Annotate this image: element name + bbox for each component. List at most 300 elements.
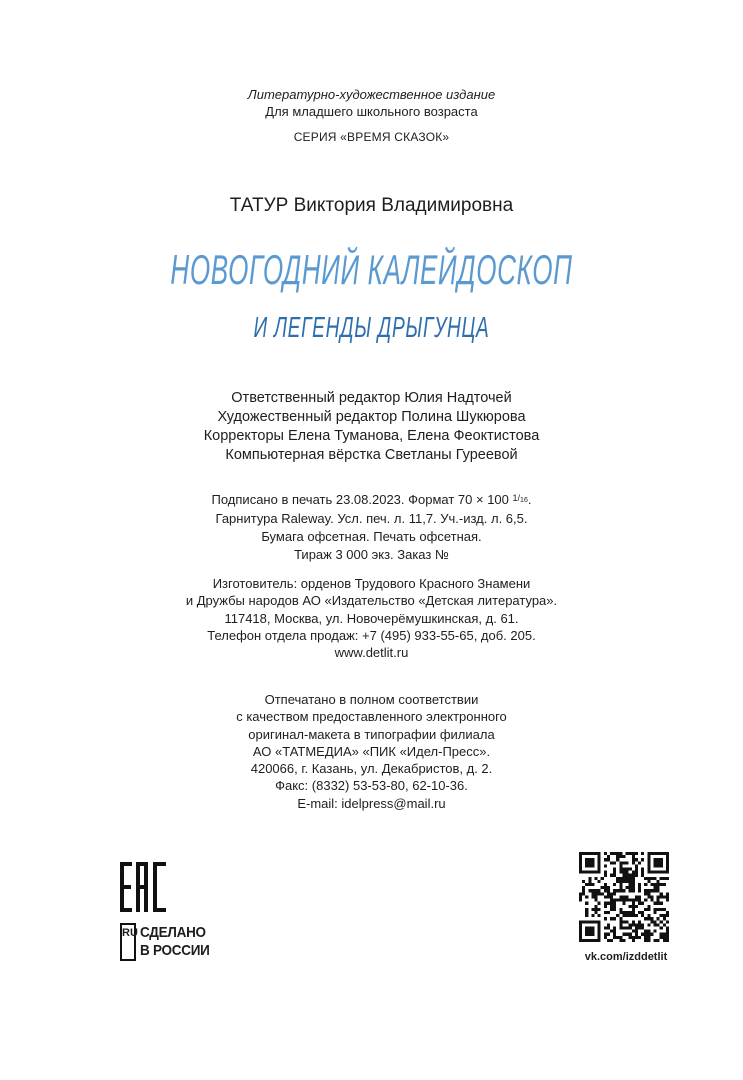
- qr-module: [613, 930, 616, 933]
- qr-module: [626, 880, 629, 883]
- qr-module: [598, 889, 601, 892]
- qr-module: [626, 920, 629, 923]
- qr-module: [660, 858, 663, 861]
- printer-line: 420066, г. Казань, ул. Декабристов, д. 2.: [250, 761, 493, 777]
- series-label: СЕРИЯ «ВРЕМЯ СКАЗОК»: [293, 130, 450, 144]
- qr-module: [666, 895, 669, 898]
- qr-module: [635, 871, 638, 874]
- qr-module: [619, 939, 622, 942]
- genre-label: Литературно-художественное издание: [247, 87, 496, 102]
- qr-module: [660, 877, 663, 880]
- qr-module: [607, 855, 610, 858]
- qr-module: [647, 917, 650, 920]
- qr-module: [666, 852, 669, 855]
- qr-module: [598, 871, 601, 874]
- qr-module: [641, 933, 644, 936]
- qr-module: [635, 914, 638, 917]
- qr-module: [579, 936, 582, 939]
- qr-module: [582, 852, 585, 855]
- qr-module: [660, 871, 663, 874]
- qr-module: [635, 858, 638, 861]
- qr-module: [663, 939, 666, 942]
- qr-module: [657, 886, 660, 889]
- qr-module: [595, 889, 598, 892]
- qr-module: [629, 852, 632, 855]
- qr-module: [588, 852, 591, 855]
- qr-module: [598, 902, 601, 905]
- qr-module: [626, 895, 629, 898]
- qr-module: [638, 936, 641, 939]
- qr-module: [604, 905, 607, 908]
- manufacturer-line: Изготовитель: орденов Трудового Красного Знамени: [212, 576, 531, 591]
- qr-module: [604, 874, 607, 877]
- qr-module: [595, 899, 598, 902]
- made-in-russia-logo: [120, 923, 250, 963]
- qr-module: [604, 917, 607, 920]
- qr-module: [629, 889, 632, 892]
- qr-module: [650, 917, 653, 920]
- qr-module: [647, 877, 650, 880]
- qr-module: [647, 855, 650, 858]
- qr-module: [663, 908, 666, 911]
- qr-module: [622, 911, 625, 914]
- qr-module: [622, 861, 625, 864]
- qr-module: [660, 864, 663, 867]
- qr-module: [616, 855, 619, 858]
- qr-module: [635, 926, 638, 929]
- qr-module: [632, 880, 635, 883]
- credits-block: [0, 389, 743, 465]
- qr-module: [588, 930, 591, 933]
- qr-module: [626, 874, 629, 877]
- qr-module: [622, 880, 625, 883]
- qr-module: [635, 852, 638, 855]
- vk-link[interactable]: vk.com/izddetlit: [584, 951, 668, 963]
- printer-block: [0, 691, 743, 812]
- qr-module: [588, 933, 591, 936]
- qr-module: [613, 852, 616, 855]
- qr-module: [660, 883, 663, 886]
- qr-module: [650, 871, 653, 874]
- qr-module: [629, 926, 632, 929]
- qr-module: [622, 877, 625, 880]
- qr-module: [619, 861, 622, 864]
- qr-module: [622, 914, 625, 917]
- qr-module: [644, 899, 647, 902]
- qr-module: [657, 858, 660, 861]
- qr-module: [604, 886, 607, 889]
- qr-module: [591, 892, 594, 895]
- print-info-dot: .: [527, 492, 532, 507]
- qr-module: [663, 914, 666, 917]
- qr-module: [613, 902, 616, 905]
- qr-module: [653, 864, 656, 867]
- qr-module: [613, 908, 616, 911]
- fraction-denominator: 16: [520, 497, 528, 504]
- qr-module: [613, 874, 616, 877]
- qr-module: [585, 930, 588, 933]
- qr-module: [641, 874, 644, 877]
- qr-module: [579, 855, 582, 858]
- qr-module: [666, 899, 669, 902]
- qr-module: [607, 926, 610, 929]
- qr-module: [616, 889, 619, 892]
- qr-module: [613, 899, 616, 902]
- qr-module: [613, 883, 616, 886]
- qr-module: [653, 911, 656, 914]
- qr-module: [657, 908, 660, 911]
- qr-module: [638, 899, 641, 902]
- qr-module: [607, 886, 610, 889]
- qr-module: [588, 926, 591, 929]
- qr-module: [644, 892, 647, 895]
- qr-module: [616, 852, 619, 855]
- qr-module: [647, 852, 650, 855]
- qr-module: [607, 858, 610, 861]
- qr-module: [616, 936, 619, 939]
- qr-module: [613, 926, 616, 929]
- qr-module: [595, 911, 598, 914]
- qr-module: [607, 889, 610, 892]
- qr-module: [666, 871, 669, 874]
- printer-line: АО «ТАТМЕДИА» «ПИК «Идел-Пресс».: [252, 743, 491, 759]
- qr-module: [579, 895, 582, 898]
- qr-module: [595, 920, 598, 923]
- qr-module: [595, 852, 598, 855]
- qr-module: [653, 908, 656, 911]
- qr-module: [619, 883, 622, 886]
- qr-module: [585, 920, 588, 923]
- qr-module: [632, 920, 635, 923]
- qr-module: [626, 868, 629, 871]
- qr-module: [579, 871, 582, 874]
- qr-module: [638, 923, 641, 926]
- qr-module: [635, 933, 638, 936]
- qr-module: [601, 892, 604, 895]
- qr-module: [666, 914, 669, 917]
- qr-module: [591, 939, 594, 942]
- qr-module: [585, 861, 588, 864]
- qr-module: [585, 858, 588, 861]
- qr-module: [644, 877, 647, 880]
- qr-module: [650, 933, 653, 936]
- qr-module: [582, 871, 585, 874]
- qr-module: [641, 868, 644, 871]
- qr-module: [619, 889, 622, 892]
- qr-module: [598, 892, 601, 895]
- qr-module: [641, 926, 644, 929]
- qr-module: [595, 908, 598, 911]
- qr-module: [582, 920, 585, 923]
- qr-module: [663, 895, 666, 898]
- qr-module: [632, 852, 635, 855]
- qr-module: [647, 861, 650, 864]
- qr-module: [601, 886, 604, 889]
- qr-module: [629, 880, 632, 883]
- qr-module: [616, 914, 619, 917]
- qr-module: [666, 936, 669, 939]
- qr-module: [657, 883, 660, 886]
- qr-module: [632, 930, 635, 933]
- qr-module: [626, 852, 629, 855]
- qr-module: [604, 889, 607, 892]
- qr-module: [653, 871, 656, 874]
- qr-module: [666, 920, 669, 923]
- qr-module: [588, 889, 591, 892]
- qr-module: [613, 905, 616, 908]
- qr-module: [647, 868, 650, 871]
- qr-module: [591, 889, 594, 892]
- qr-module: [632, 889, 635, 892]
- manufacturer-line: 117418, Москва, ул. Новочерёмушкинская, д. 61.: [224, 610, 519, 626]
- qr-module: [610, 892, 613, 895]
- qr-module: [622, 939, 625, 942]
- qr-module: [641, 871, 644, 874]
- qr-module: [591, 852, 594, 855]
- qr-module: [616, 880, 619, 883]
- manufacturer-line: и Дружбы народов АО «Издательство «Детская литература».: [185, 593, 558, 609]
- qr-module: [638, 911, 641, 914]
- qr-module: [607, 911, 610, 914]
- qr-module: [666, 868, 669, 871]
- qr-module: [666, 892, 669, 895]
- qr-module: [619, 899, 622, 902]
- qr-module: [626, 877, 629, 880]
- qr-module: [626, 911, 629, 914]
- qr-module: [657, 852, 660, 855]
- qr-module: [647, 895, 650, 898]
- qr-module: [622, 871, 625, 874]
- qr-module: [657, 939, 660, 942]
- website-link[interactable]: www.detlit.ru: [334, 645, 409, 661]
- qr-module: [622, 874, 625, 877]
- qr-module: [604, 902, 607, 905]
- qr-code-icon[interactable]: [579, 852, 669, 942]
- qr-module: [595, 939, 598, 942]
- qr-module: [588, 871, 591, 874]
- qr-module: [660, 936, 663, 939]
- qr-module: [610, 939, 613, 942]
- qr-module: [629, 914, 632, 917]
- qr-module: [644, 933, 647, 936]
- qr-module: [629, 868, 632, 871]
- qr-module: [666, 864, 669, 867]
- qr-module: [638, 886, 641, 889]
- qr-module: [604, 926, 607, 929]
- qr-module: [660, 920, 663, 923]
- qr-module: [644, 917, 647, 920]
- qr-module: [604, 895, 607, 898]
- qr-module: [607, 939, 610, 942]
- qr-module: [585, 902, 588, 905]
- qr-module: [591, 858, 594, 861]
- qr-module: [653, 861, 656, 864]
- qr-module: [657, 917, 660, 920]
- qr-module: [653, 923, 656, 926]
- qr-module: [660, 902, 663, 905]
- printer-line: Отпечатано в полном соответствии: [264, 692, 479, 707]
- qr-module: [591, 871, 594, 874]
- qr-module: [622, 889, 625, 892]
- qr-module: [619, 908, 622, 911]
- qr-module: [663, 917, 666, 920]
- qr-module: [626, 899, 629, 902]
- qr-module: [638, 883, 641, 886]
- qr-module: [653, 852, 656, 855]
- qr-module: [610, 908, 613, 911]
- qr-module: [644, 908, 647, 911]
- format-fraction: 1/16: [512, 493, 528, 504]
- qr-module: [629, 911, 632, 914]
- qr-module: [629, 936, 632, 939]
- printer-line: Факс: (8332) 53-53-80, 62-10-36.: [275, 778, 468, 794]
- qr-module: [647, 936, 650, 939]
- qr-module: [629, 899, 632, 902]
- qr-module: [604, 864, 607, 867]
- qr-module: [660, 861, 663, 864]
- qr-module: [663, 871, 666, 874]
- qr-module: [641, 902, 644, 905]
- qr-module: [619, 917, 622, 920]
- qr-module: [644, 939, 647, 942]
- qr-module: [588, 877, 591, 880]
- qr-module: [598, 868, 601, 871]
- qr-module: [641, 911, 644, 914]
- qr-module: [585, 852, 588, 855]
- qr-module: [632, 936, 635, 939]
- qr-module: [660, 926, 663, 929]
- print-info-signed: Подписано в печать 23.08.2023. Формат 70 × 100: [211, 492, 513, 507]
- qr-module: [579, 920, 582, 923]
- qr-module: [582, 892, 585, 895]
- qr-module: [657, 864, 660, 867]
- qr-module: [666, 926, 669, 929]
- qr-module: [644, 936, 647, 939]
- qr-module: [660, 908, 663, 911]
- qr-module: [647, 923, 650, 926]
- qr-module: [657, 889, 660, 892]
- qr-module: [613, 892, 616, 895]
- qr-module: [607, 933, 610, 936]
- qr-module: [666, 939, 669, 942]
- qr-module: [622, 933, 625, 936]
- qr-module: [629, 886, 632, 889]
- qr-module: [666, 858, 669, 861]
- manufacturer-block: [0, 575, 743, 661]
- qr-module: [632, 923, 635, 926]
- qr-module: [598, 908, 601, 911]
- qr-module: [607, 923, 610, 926]
- qr-module: [598, 855, 601, 858]
- qr-module: [635, 864, 638, 867]
- qr-module: [579, 892, 582, 895]
- qr-module: [657, 861, 660, 864]
- qr-module: [666, 933, 669, 936]
- qr-module: [647, 880, 650, 883]
- qr-module: [613, 936, 616, 939]
- qr-module: [604, 933, 607, 936]
- qr-module: [582, 939, 585, 942]
- qr-module: [653, 886, 656, 889]
- qr-module: [582, 880, 585, 883]
- ru-box-icon: RU: [120, 923, 136, 961]
- qr-module: [653, 930, 656, 933]
- qr-module: [588, 920, 591, 923]
- qr-module: [591, 883, 594, 886]
- qr-module: [666, 930, 669, 933]
- qr-module: [616, 877, 619, 880]
- qr-module: [663, 923, 666, 926]
- qr-module: [579, 868, 582, 871]
- email-link[interactable]: E-mail: idelpress@mail.ru: [297, 795, 446, 811]
- qr-module: [613, 889, 616, 892]
- qr-module: [579, 923, 582, 926]
- print-info-line: Бумага офсетная. Печать офсетная.: [261, 529, 482, 544]
- qr-module: [666, 861, 669, 864]
- qr-module: [650, 899, 653, 902]
- qr-module: [585, 939, 588, 942]
- qr-module: [598, 858, 601, 861]
- qr-module: [626, 914, 629, 917]
- qr-module: [647, 933, 650, 936]
- qr-module: [632, 905, 635, 908]
- qr-module: [653, 939, 656, 942]
- qr-module: [579, 939, 582, 942]
- printer-line: оригинал-макета в типографии филиала: [248, 726, 495, 742]
- qr-module: [604, 883, 607, 886]
- qr-module: [622, 855, 625, 858]
- qr-module: [622, 926, 625, 929]
- qr-module: [653, 920, 656, 923]
- qr-module: [632, 874, 635, 877]
- qr-module: [595, 871, 598, 874]
- manufacturer-line: Телефон отдела продаж: +7 (495) 933-55-65, доб. 205.: [207, 627, 536, 643]
- qr-module: [598, 914, 601, 917]
- qr-module: [629, 883, 632, 886]
- qr-module: [619, 920, 622, 923]
- qr-module: [653, 877, 656, 880]
- qr-module: [650, 883, 653, 886]
- qr-module: [604, 852, 607, 855]
- qr-module: [579, 858, 582, 861]
- qr-module: [647, 892, 650, 895]
- qr-module: [613, 917, 616, 920]
- qr-module: [660, 895, 663, 898]
- qr-module: [613, 861, 616, 864]
- qr-module: [660, 852, 663, 855]
- qr-module: [619, 852, 622, 855]
- printer-line: с качеством предоставленного электронного: [236, 709, 507, 725]
- qr-module: [619, 880, 622, 883]
- qr-module: [632, 939, 635, 942]
- qr-module: [579, 926, 582, 929]
- qr-module: [632, 877, 635, 880]
- qr-module: [663, 933, 666, 936]
- qr-module: [650, 895, 653, 898]
- qr-module: [613, 868, 616, 871]
- qr-module: [632, 883, 635, 886]
- qr-module: [644, 889, 647, 892]
- qr-module: [604, 858, 607, 861]
- qr-module: [604, 911, 607, 914]
- qr-module: [619, 936, 622, 939]
- author-name: ТАТУР Виктория Владимировна: [229, 195, 514, 216]
- print-info-line: [0, 489, 743, 510]
- made-in-russia-text: [140, 924, 210, 960]
- eac-logo-icon: [120, 862, 166, 912]
- fraction-numerator: 1: [512, 493, 518, 503]
- qr-module: [585, 883, 588, 886]
